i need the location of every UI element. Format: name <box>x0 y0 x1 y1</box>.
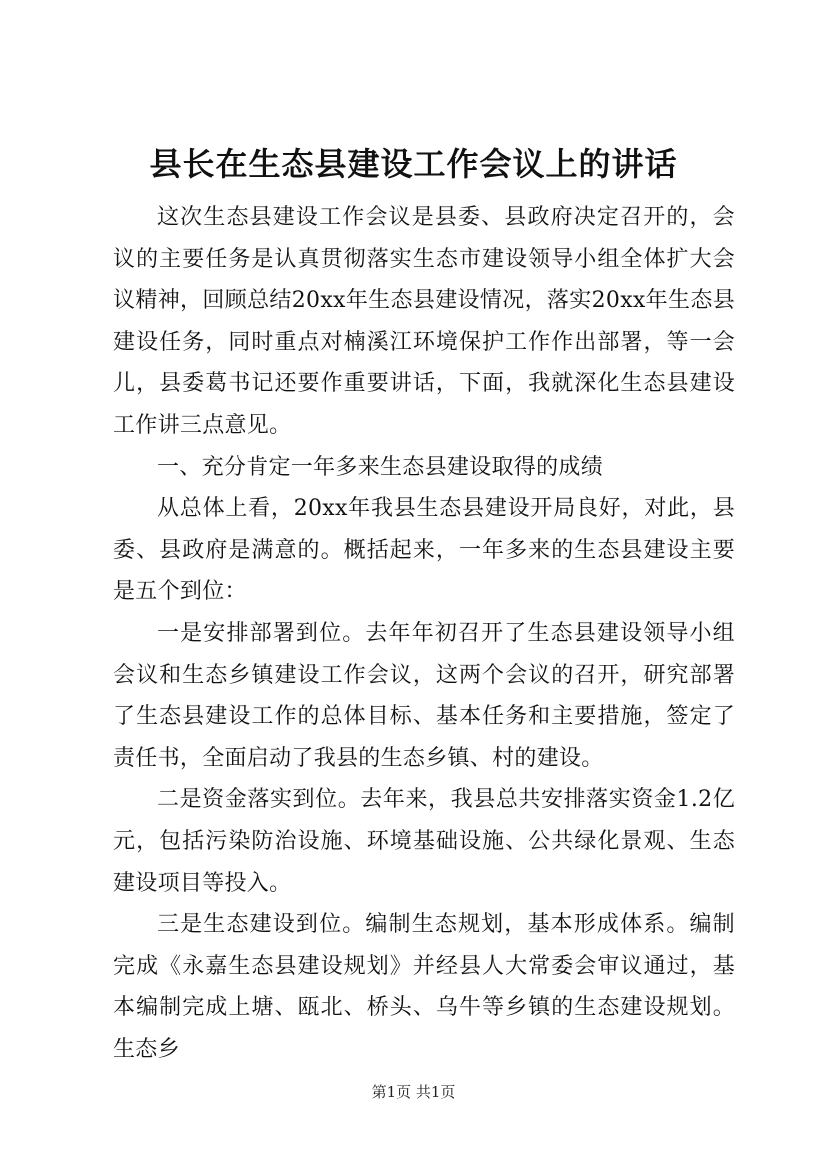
paragraph-point-two: 二是资金落实到位。去年来，我县总共安排落实资金1.2亿元，包括污染防治设施、环境基础设施、公共绿化景观、生态建设项目等投入。 <box>113 787 735 896</box>
paragraph-overview: 从总体上看，20xx年我县生态县建设开局良好，对此，县委、县政府是满意的。概括起来，一年多来的生态县建设主要是五个到位： <box>113 496 735 605</box>
page-footer: 第1页 共1页 <box>371 1083 456 1101</box>
paragraph-point-one: 一是安排部署到位。去年年初召开了生态县建设领导小组会议和生态乡镇建设工作会议，这两个会议的召开，研究部署了生态县建设工作的总体目标、基本任务和主要措施，签定了责任书，全面启动了我县的生态乡镇、村的建设。 <box>113 620 735 771</box>
document-title: 县长在生态县建设工作会议上的讲话 <box>149 145 678 183</box>
paragraph-intro: 这次生态县建设工作会议是县委、县政府决定召开的，会议的主要任务是认真贯彻落实生态市建设领导小组全体扩大会议精神，回顾总结20xx年生态县建设情况，落实20xx年生态县建设任务，同时重点对楠溪江环境保护工作作出部署，等一会儿，县委葛书记还要作重要讲话，下面，我就深化生态县建设工作讲三点意见。 <box>113 205 735 438</box>
section-heading: 一、充分肯定一年多来生态县建设取得的成绩 <box>157 454 604 480</box>
paragraph-point-three: 三是生态建设到位。编制生态规划，基本形成体系。编制完成《永嘉生态县建设规划》并经县人大常委会审议通过，基本编制完成上塘、瓯北、桥头、乌牛等乡镇的生态建设规划。生态乡 <box>113 912 735 1062</box>
document-body <box>113 197 735 1070</box>
